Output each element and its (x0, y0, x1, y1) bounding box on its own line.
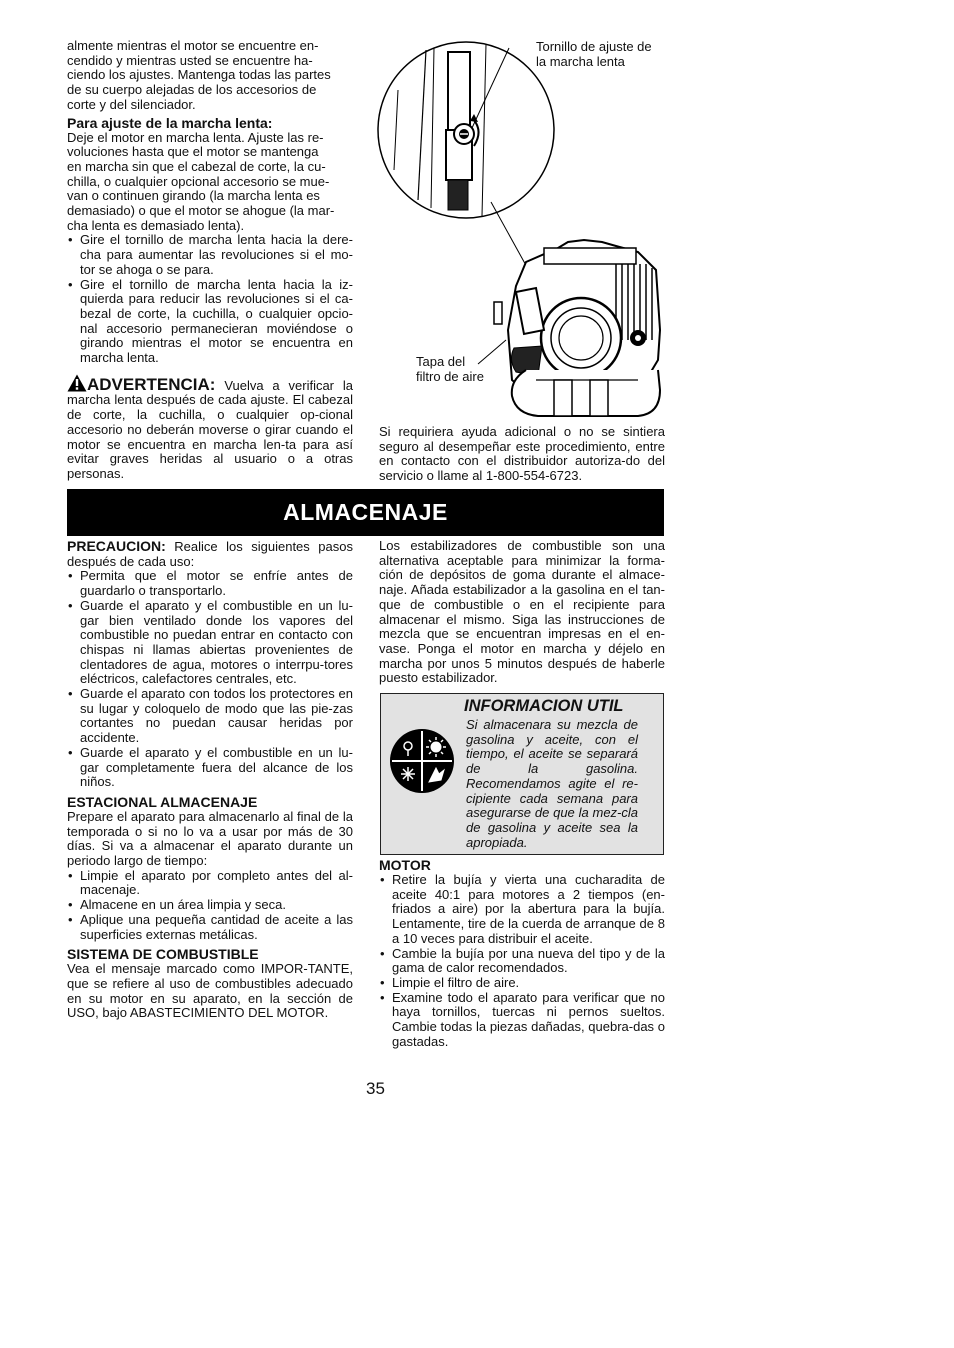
list-item: • Retire la bujía y vierta una cucharadita de aceite 40:1 para motores a 2 tiempos (en-friados a aire) por la abertura para la bujía. Lentamente, tire de la cuerda de arranque de 8 a 10 veces para distribuir el aceite. (379, 873, 665, 947)
warning-text: Vuelva a verificar la marcha lenta después de cada ajuste. El cabezal de corte, la cuchilla, o cualquier op-cional accesorio no deberán moverse o girar cuando el motor se encuentra en marcha len-ta para así evitar graves heridas al usuario o a otras personas. (67, 377, 353, 481)
sistema-text: Vea el mensaje marcado como IMPOR-TANTE, que se refiere al uso de combustibles adecuado en su motor en su aparato, en la sección de USO, bajo ABASTECIMIENTO DEL MOTOR. (67, 961, 353, 1021)
precaucion-list (67, 569, 353, 790)
left-top-column (67, 39, 353, 482)
idle-adjust-list (67, 233, 353, 365)
estacional-heading: ESTACIONAL ALMACENAJE (67, 793, 258, 810)
figure-label-filter: Tapa del filtro de aire (416, 354, 484, 384)
list-item: • Gire el tornillo de marcha lenta hacia la dere-cha para aumentar las revoluciones si el mo-tor se ahoga o se para. (67, 233, 353, 277)
precaucion-intro: PRECAUCION: Realice los siguientes pasos después de cada uso: (67, 538, 353, 569)
left-bottom-column (67, 539, 353, 1021)
info-box (380, 693, 664, 855)
list-item: • Guarde el aparato y el combustible en un lu-gar completamente fuera del alcance de los niños. (67, 746, 353, 790)
list-item: • Guarde el aparato con todos los protectores en su lugar y coloquelo de modo que las pie-zas cortantes no puedan causar heridas por accidente. (67, 687, 353, 746)
stabilizer-paragraph: Los estabilizadores de combustible son una alternativa aceptable para minimizar la forma-ción de depósitos de goma durante el almace-naje. Añada estabilizador a la gasolina en el tan-que de combustible o en el recipiente para almacenar el mismo. Siga las instrucciones de mezcla que se encuentran impresas en el en-vase. Ponga el motor en marcha y déjelo en marcha por unos 5 minutos después de haberle puesto estabilizador. (379, 538, 665, 686)
list-item: • Gire el tornillo de marcha lenta hacia la iz-quierda para reducir las revoluciones si el ca-bezal de corte, la cuchilla, o cualquier opcio-nal accesorio permanecieran moviéndose o girando mientras el motor se encuentra en marcha lenta. (67, 278, 353, 366)
list-item: • Examine todo el aparato para verificar que no haya tornillos, tuercas ni pernos sueltos. Cambie todas la piezas dañadas, quebra-das o gastadas. (379, 991, 665, 1050)
engine-figure (376, 30, 666, 450)
estacional-text: Prepare el aparato para almacenarlo al final de la temporada o si no lo va a usar por más de 30 días. Si va a almacenar el aparato durante un periodo largo de tiempo: (67, 808, 353, 869)
page-number: 35 (366, 1079, 385, 1098)
list-item: • Limpie el aparato por completo antes del al-macenaje. (67, 869, 353, 898)
idle-adjust-body: Deje el motor en marcha lenta. Ajuste las re- voluciones hasta que el motor se mantenga en marcha sin que el cabezal de corte, la cu- chilla, o cualquier opcional accesorio se mue- van o continuen girando (la marcha lenta es demasiado) o que el motor se ahogue (la mar- cha lenta es demasiado lenta). (67, 129, 335, 233)
motor-list (379, 873, 665, 1049)
intro-paragraph: almente mientras el motor se encuentre en- cendido y mientras usted se encuentre ha- ciendo los ajustes. Mantenga todas las partes de su cuerpo alejadas de los accesorios de corte y del silenciador. (67, 38, 331, 112)
warning-block (67, 374, 353, 482)
list-item: • Permita que el motor se enfríe antes de guardarlo o transportarlo. (67, 569, 353, 598)
engine-drawing (494, 240, 660, 416)
motor-section (379, 857, 665, 1049)
motor-heading: MOTOR (379, 857, 431, 873)
section-banner (67, 489, 664, 536)
info-title: INFORMACION UTIL (464, 697, 624, 715)
figure-label-screw: Tornillo de ajuste de la marcha lenta (536, 39, 652, 69)
detail-circle (378, 42, 554, 218)
estacional-list (67, 869, 353, 943)
section-title: ALMACENAJE (283, 499, 448, 525)
seasons-icon (389, 728, 455, 794)
info-text: Si almacenara su mezcla de gasolina y aceite, con el tiempo, el aceite se separará de la gasolina. Recomendamos agite el re-cipiente cada semana para asegurarse de que la mez-cla de gasolina y aceite sea la apropiada. (466, 717, 638, 850)
idle-adjust-heading: Para ajuste de la marcha lenta: (67, 114, 273, 131)
help-paragraph: Si requiriera ayuda adicional o no se sintiera seguro al desempeñar este procedimiento, entre en contacto con el distribuidor autoriza-do del servicio o llame al 1-800-554-6723. (379, 424, 665, 484)
list-item: • Limpie el filtro de aire. (379, 976, 665, 991)
warning-triangle-icon (67, 374, 87, 392)
precaucion-title: PRECAUCION: (67, 538, 166, 554)
list-item: • Guarde el aparato y el combustible en un lu-gar bien ventilado donde los vapores del combustible no puedan entrar en contacto con chispas ni llamas abiertas provenientes de clentadores de agua, motores o interrpu-tores eléctricos, calefactores centrales, etc. (67, 599, 353, 687)
list-item: • Almacene en un área limpia y seca. (67, 898, 353, 913)
warning-title: ADVERTENCIA: (87, 374, 216, 394)
list-item: • Cambie la bujía por una nueva del tipo y de la gama de calor recomendados. (379, 947, 665, 976)
sistema-heading: SISTEMA DE COMBUSTIBLE (67, 946, 259, 963)
list-item: • Aplique una pequeña cantidad de aceite a las superficies externas metálicas. (67, 913, 353, 942)
